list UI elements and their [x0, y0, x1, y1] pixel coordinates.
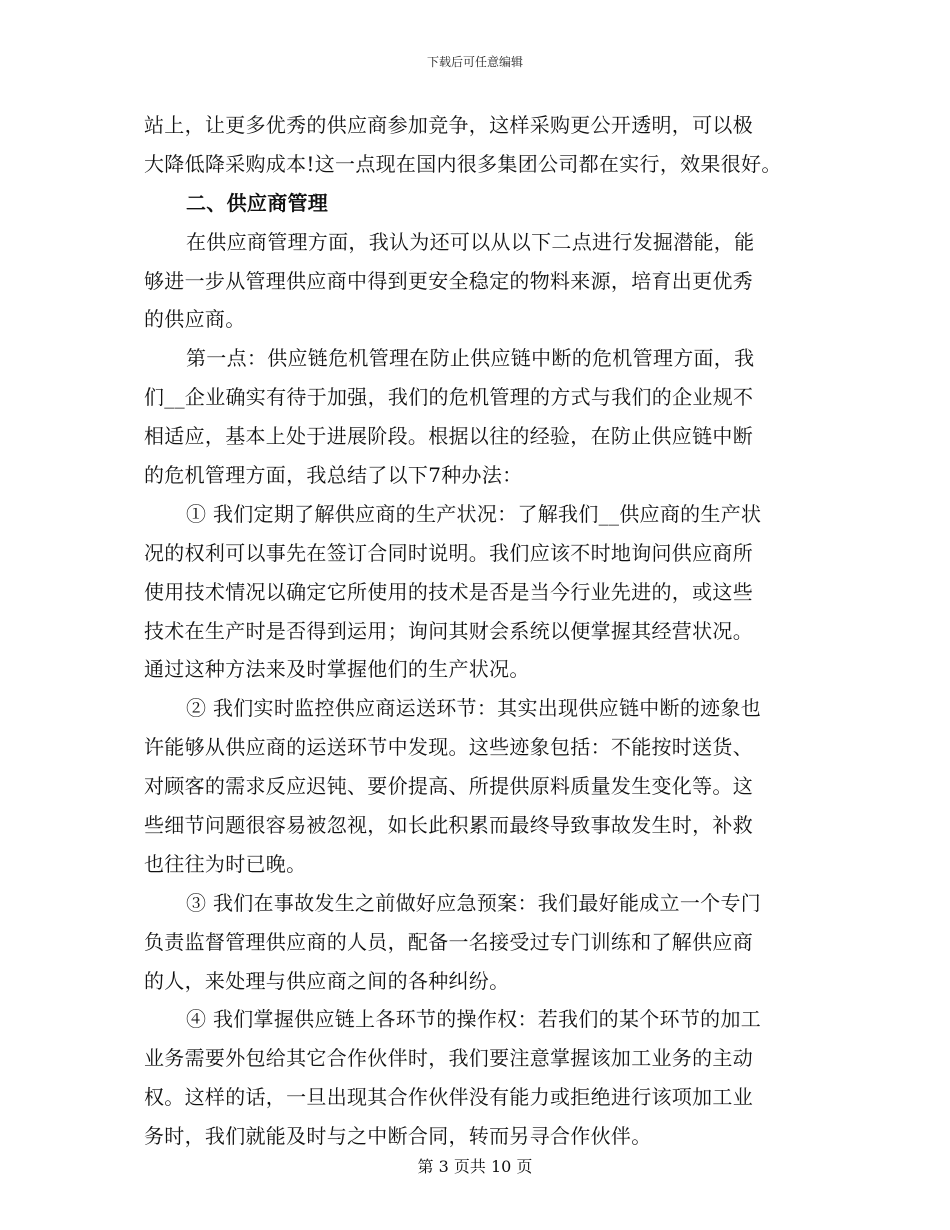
body-line: 许能够从供应商的运送环节中发现。这些迹象包括：不能按时送货、 — [144, 735, 753, 760]
body-line: 也往往为时已晚。 — [144, 851, 307, 876]
body-line: 况的权利可以事先在签订合同时说明。我们应该不时地询问供应商所 — [144, 540, 753, 565]
body-line: 的供应商。 — [144, 307, 246, 332]
body-line: 业务需要外包给其它合作伙伴时，我们要注意掌握该加工业务的主动 — [144, 1046, 753, 1071]
page-header: 下载后可任意编辑 — [426, 55, 523, 69]
page-footer: 第 3 页共 10 页 — [417, 1157, 533, 1176]
list-item-4: ④ 我们掌握供应链上各环节的操作权：若我们的某个环节的加工 — [186, 1007, 762, 1032]
body-line: 够进一步从管理供应商中得到更安全稳定的物料来源，培育出更优秀 — [144, 268, 753, 293]
body-line: 的人，来处理与供应商之间的各种纠纷。 — [144, 968, 510, 993]
body-line: 的危机管理方面，我总结了以下7种办法： — [144, 463, 523, 488]
body-line: 使用技术情况以确定它所使用的技术是否是当今行业先进的，或这些 — [144, 579, 753, 604]
list-item-3: ③ 我们在事故发生之前做好应急预案：我们最好能成立一个专门 — [186, 890, 762, 915]
body-line: 对顾客的需求反应迟钝、要价提高、所提供原料质量发生变化等。这 — [144, 774, 753, 799]
body-line: 技术在生产时是否得到运用；询问其财会系统以便掌握其经营状况。 — [144, 618, 753, 643]
body-line: 权。这样的话，一旦出现其合作伙伴没有能力或拒绝进行该项加工业 — [144, 1085, 753, 1110]
paragraph-start: 第一点：供应链危机管理在防止供应链中断的危机管理方面，我 — [186, 346, 755, 371]
section-heading: 二、供应商管理 — [186, 190, 329, 215]
body-line: 通过这种方法来及时掌握他们的生产状况。 — [144, 657, 530, 682]
list-item-1: ① 我们定期了解供应商的生产状况：了解我们__供应商的生产状 — [186, 501, 762, 526]
body-line: 们__企业确实有待于加强，我们的危机管理的方式与我们的企业规不 — [144, 385, 754, 410]
body-line: 负责监督管理供应商的人员，配备一名接受过专门训练和了解供应商 — [144, 929, 753, 954]
body-line: 务时，我们就能及时与之中断合同，转而另寻合作伙伴。 — [144, 1124, 652, 1149]
body-line: 相适应，基本上处于进展阶段。根据以往的经验，在防止供应链中断 — [144, 424, 753, 449]
paragraph-start: 在供应商管理方面，我认为还可以从以下二点进行发掘潜能，能 — [186, 229, 755, 254]
list-item-2: ② 我们实时监控供应商运送环节：其实出现供应链中断的迹象也 — [186, 696, 762, 721]
body-line: 大降低降采购成本!这一点现在国内很多集团公司都在实行，效果很好。 — [144, 151, 782, 176]
body-line: 些细节问题很容易被忽视，如长此积累而最终导致事故发生时，补救 — [144, 813, 753, 838]
document-body — [144, 106, 814, 1156]
body-line: 站上，让更多优秀的供应商参加竞争，这样采购更公开透明，可以极 — [144, 113, 753, 137]
